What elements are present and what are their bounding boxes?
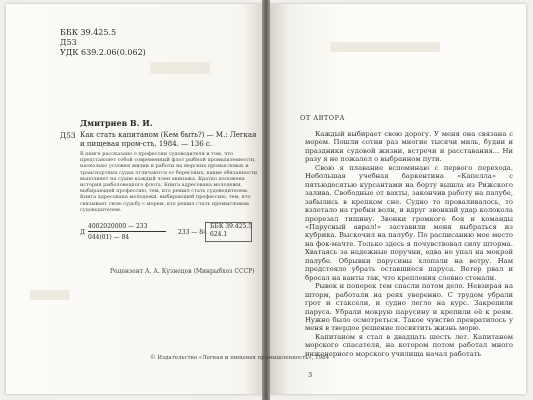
code-denominator: 044(01) — 84 bbox=[88, 234, 130, 241]
catalog-code: Д53 bbox=[60, 38, 77, 47]
book-annotation: В книге рассказано о профессии судоводителя и том, что представляет собой современный флот рыбной промышленности, насколько условия жизни и работы на морских промысловых и транспортных судах отличаются от береговых, какие обязанности выполняет на судне каждый член экипажа. Кратко изложена история рыболовецкого флота. Книга адресована молодежи, выбирающей профессию, тем, кто решил стать судоводителем. Книга адресована молодежи, выбирающей профессию, тем, кто связывает свою судьбу с морем, кто решил стать промысловым судоводителем. bbox=[80, 151, 258, 213]
code-numerator: 4002020000 — 233 bbox=[88, 223, 148, 230]
paragraph: Рывок и поперек тем спасли потом дело. Невзирая на шторм, работали на реях уверенно. С трудом убрали грот и стаксели, и судно легло на курс. Закрепили паруса. Убрали мокрую парусину и крепили её к реям. Нужно было осмотреться. Такое чувство превратилось у меня в твердое решение посвятить жизнь морю. bbox=[305, 282, 513, 333]
catalog-mark: Д53 bbox=[60, 131, 76, 140]
preface-text bbox=[305, 130, 513, 358]
book-spine bbox=[262, 0, 270, 400]
paragraph: Свою я плавание вспоминаю с первого перехода. Небольшая учебная баркентина «Капелла» с пятьюдесятью курсантами на борту вышла из Рижского залива. Свободные от вахты, закончив работу на палубе, забылись в крепком сне. Судно то проваливалось, то взлетало на гребни волн, и вдруг звонкий удар колокола прорезал тишину. Звонки громкого боя и команды «Парусный аврал!» заставили меня выбраться из кубрика. Выскочил на палубу. По расписанию мое место на фок-мачте. Только здесь я почувствовал силу шторма. Хватаясь за надежные поручни, едва не упал на мокрой палубе. Обрывки парусины хлопали на ветру. Нам предстояло убрать оставшиеся паруса. Ветер рвал и бросал на ванты так, что крепления словно стонали. bbox=[305, 163, 513, 282]
code-letter: Д bbox=[80, 229, 85, 236]
copyright: © Издательство «Легкая и пищевая промышленность», 1984 bbox=[150, 355, 330, 361]
section-heading: ОТ АВТОРА bbox=[300, 114, 345, 122]
reviewer: Рецензент А. А. Кузнецов (Минрыбхоз СССР) bbox=[110, 268, 255, 275]
bbk-code: ББК 39.425.5 bbox=[60, 28, 117, 37]
author-name: Дмитриев В. И. bbox=[80, 118, 153, 128]
udk-code: УДК 639.2.06(0.062) bbox=[60, 48, 146, 57]
code-suffix: 233 — 84 bbox=[178, 229, 207, 236]
bibliographic-entry: Как стать капитаном (Кем быть?) — М.: Легкая и пищевая пром-сть, 1984. — 136 с. bbox=[80, 131, 257, 148]
paragraph: Каждый выбирает свою дорогу. У меня она связана с морем. Пошли сотни раз многие тысячи миль, будни и праздники судовой жизни, встречи и расставания... Ни разу я не пожалел о выбранном пути. bbox=[305, 130, 513, 164]
bbk-box-line-2: 624.1 bbox=[210, 231, 228, 238]
bbk-box-text bbox=[210, 223, 252, 239]
bbk-box-line-1: ББК 39.425.5 bbox=[210, 223, 253, 230]
page-number: 3 bbox=[308, 371, 313, 379]
classification-block bbox=[60, 28, 146, 58]
fraction-line bbox=[88, 231, 166, 232]
paragraph: Капитаном я стал в двадцать шесть лет. Капитаном морского спасателя, на котором потом работал много инженерного морского училища начал работать bbox=[305, 332, 513, 358]
